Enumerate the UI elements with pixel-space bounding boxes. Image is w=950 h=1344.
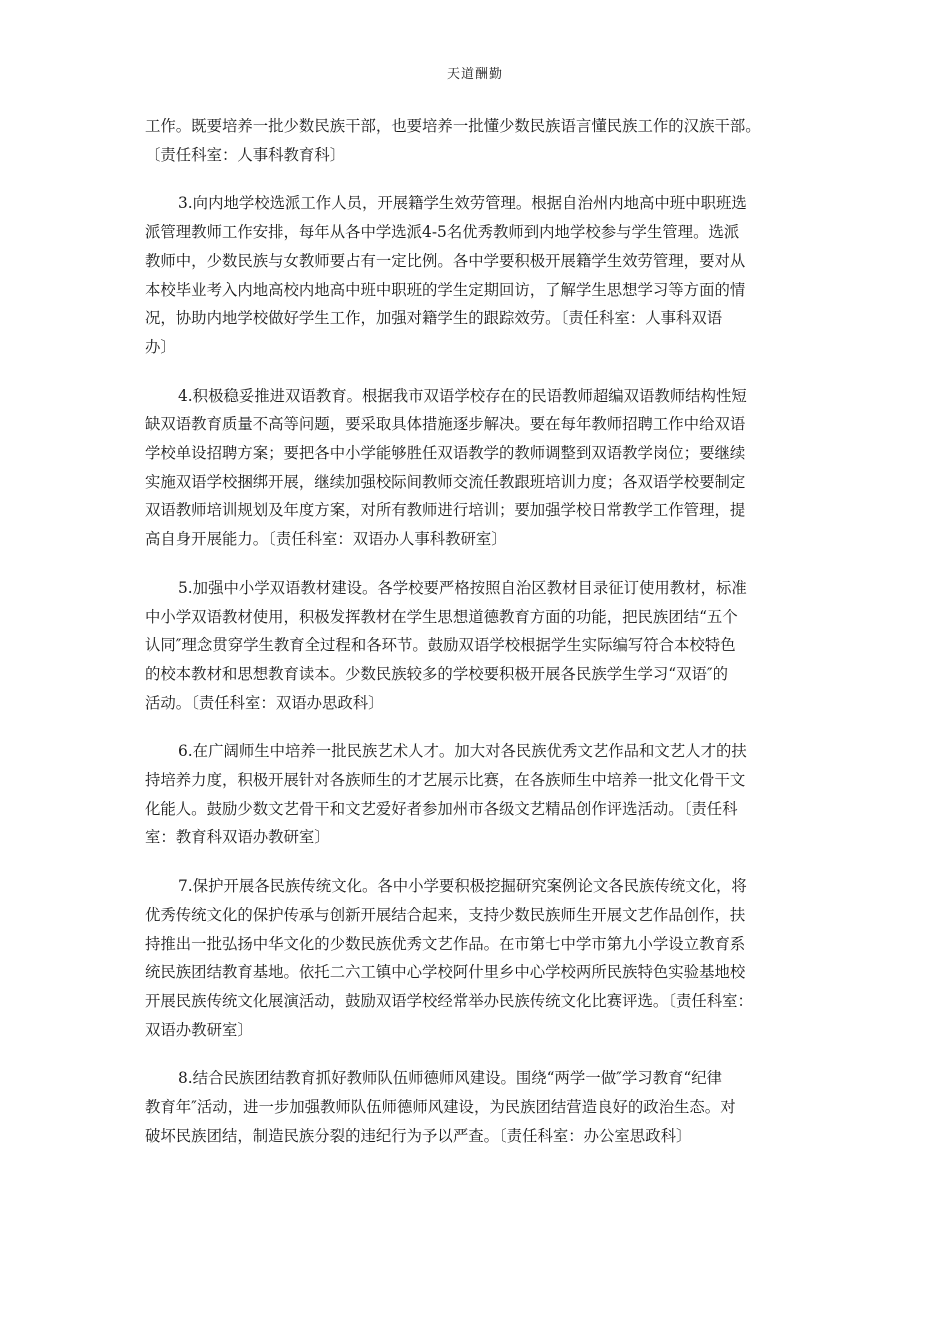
paragraph-item-4 [145, 382, 805, 554]
text-line: 持推出一批弘扬中华文化的少数民族优秀文艺作品。在市第七中学市第九小学设立教育系 [145, 934, 746, 953]
text-line: 实施双语学校捆绑开展，继续加强校际间教师交流任教跟班培训力度；各双语学校要制定 [145, 472, 746, 491]
text-line: 教育年″活动，进一步加强教师队伍师德师风建设，为民族团结营造良好的政治生态。对 [145, 1098, 736, 1117]
paragraph-continuation [145, 112, 805, 169]
text-line: 双语办教研室〕 [145, 1020, 253, 1039]
text-line: 的校本教材和思想教育读本。少数民族较多的学校要积极开展各民族学生学习“双语″的 [145, 664, 729, 683]
text-line: 工作。既要培养一批少数民族干部，也要培养一批懂少数民族语言懂民族工作的汉族干部。 [145, 117, 761, 135]
text-line: 8.结合民族团结教育抓好教师队伍师德师风建设。围绕“两学一做″学习教育“纪律 [178, 1069, 723, 1088]
text-line: 6.在广阔师生中培养一批民族艺术人才。加大对各民族优秀文艺作品和文艺人才的扶 [178, 742, 747, 761]
text-line: 7.保护开展各民族传统文化。各中小学要积极挖掘研究案例论文各民族传统文化，将 [178, 877, 747, 896]
text-line: 开展民族传统文化展演活动，鼓励双语学校经常举办民族传统文化比赛评选。〔责任科室： [145, 991, 753, 1010]
text-line: 活动。〔责任科室：双语办思政科〕 [145, 693, 384, 712]
paragraph-item-5 [145, 574, 805, 718]
text-line: 3.向内地学校选派工作人员，开展籍学生效劳管理。根据自治州内地高中班中职班选 [178, 194, 747, 213]
text-line: 办〕 [145, 337, 176, 356]
text-line: 教师中，少数民族与女教师要占有一定比例。各中学要积极开展籍学生效劳管理，要对从 [145, 251, 746, 270]
text-line: 派管理教师工作安排，每年从各中学选派4-5名优秀教师到内地学校参与学生管理。选派 [145, 223, 740, 242]
text-line: 优秀传统文化的保护传承与创新开展结合起来，支持少数民族师生开展文艺作品创作，扶 [145, 905, 746, 924]
text-line: 高自身开展能力。〔责任科室：双语办人事科教研室〕 [145, 530, 507, 549]
text-line: 化能人。鼓励少数文艺骨干和文艺爱好者参加州市各级文艺精品创作评选活动。〔责任科 [145, 799, 738, 818]
paragraph-item-6 [145, 737, 805, 852]
text-line: 中小学双语教材使用，积极发挥教材在学生思想道德教育方面的功能，把民族团结“五个 [145, 607, 738, 626]
text-line: 缺双语教育质量不高等问题，要采取具体措施逐步解决。要在每年教师招聘工作中给双语 [145, 415, 746, 434]
page-header: 天道酬勤 [446, 67, 503, 82]
paragraph-item-8 [145, 1064, 805, 1150]
text-line: 本校毕业考入内地高校内地高中班中职班的学生定期回访，了解学生思想学习等方面的情 [145, 280, 746, 299]
text-line: 〔责任科室：人事科教育科〕 [145, 145, 346, 164]
paragraph-item-7 [145, 872, 805, 1044]
text-line: 统民族团结教育基地。依托二六工镇中心学校阿什里乡中心学校两所民族特色实验基地校 [145, 963, 746, 982]
text-line: 双语教师培训规划及年度方案，对所有教师进行培训；要加强学校日常教学工作管理，提 [145, 501, 746, 520]
text-line: 室：教育科双语办教研室〕 [145, 828, 330, 847]
text-line: 况，协助内地学校做好学生工作，加强对籍学生的跟踪效劳。〔责任科室：人事科双语 [145, 309, 723, 328]
text-line: 认同″理念贯穿学生教育全过程和各环节。鼓励双语学校根据学生实际编写符合本校特色 [145, 636, 736, 655]
text-line: 破坏民族团结，制造民族分裂的违纪行为予以严查。〔责任科室：办公室思政科〕 [145, 1126, 692, 1145]
text-line: 5.加强中小学双语教材建设。各学校要严格按照自治区教材目录征订使用教材，标准 [178, 578, 747, 597]
paragraph-item-3 [145, 189, 805, 361]
document-body [145, 112, 805, 1171]
text-line: 4.积极稳妥推进双语教育。根据我市双语学校存在的民语教师超编双语教师结构性短 [178, 386, 747, 405]
text-line: 学校单设招聘方案；要把各中小学能够胜任双语教学的教师调整到双语教学岗位；要继续 [145, 444, 746, 463]
text-line: 持培养力度，积极开展针对各族师生的才艺展示比赛，在各族师生中培养一批文化骨干文 [145, 771, 746, 790]
